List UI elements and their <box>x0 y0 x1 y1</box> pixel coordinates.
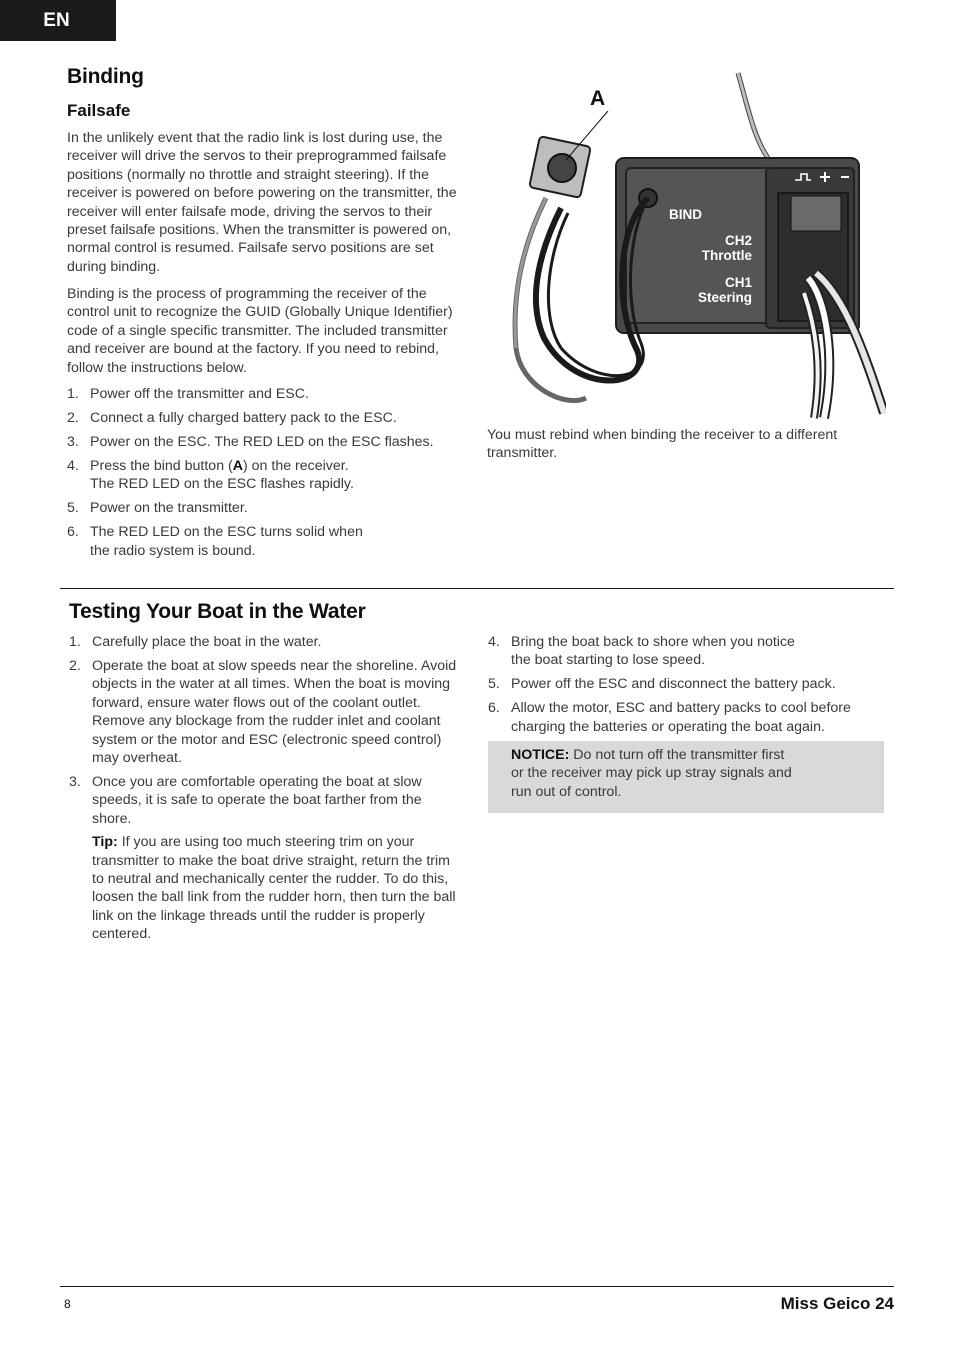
step-number: 4. <box>67 458 79 474</box>
step-number: 2. <box>67 410 79 426</box>
step-number: 1. <box>67 386 79 402</box>
binding-intro-paragraph: Binding is the process of programming the receiver of the control unit to recognize the GUID (Globally Unique Identifier) code of a single specific transmitter. The included transmitter and receiver are bound at the factory. If you need to rebind, follow the instructions below. <box>67 286 453 376</box>
footer-title: Miss Geico 24 <box>780 1294 894 1313</box>
notice-text-line2: or the receiver may pick up stray signals and <box>511 765 792 782</box>
step-text: Allow the motor, ESC and battery packs to cool before charging the batteries or operating the boat again. <box>511 700 851 735</box>
tip-label: Tip: <box>92 834 118 851</box>
receiver-illustration <box>486 68 886 420</box>
language-tab <box>0 0 116 41</box>
step-number: 6. <box>488 700 500 717</box>
step-text: Press the bind button ( <box>90 458 233 474</box>
step-number: 3. <box>69 774 81 791</box>
list-item <box>67 523 467 560</box>
step-text: Bring the boat back to shore when you notice <box>511 634 795 650</box>
section-divider <box>60 588 894 589</box>
list-item <box>67 499 467 517</box>
list-item <box>488 675 888 693</box>
testing-title: Testing Your Boat in the Water <box>69 600 366 623</box>
step-text: Once you are comfortable operating the boat at slow speeds, it is safe to operate the boat farther from the shore. <box>92 774 422 827</box>
bind-label: BIND <box>669 207 702 222</box>
step-number: 5. <box>488 676 500 693</box>
list-item <box>69 773 465 944</box>
ch1-name: Steering <box>697 290 752 305</box>
step-text-line2: The RED LED on the ESC flashes rapidly. <box>90 476 354 493</box>
step-number: 5. <box>67 500 79 517</box>
list-item <box>67 385 467 403</box>
receiver-diagram <box>486 68 886 420</box>
binding-title: Binding <box>67 65 144 88</box>
step-number: 1. <box>69 634 81 650</box>
list-item <box>67 433 467 451</box>
step-number: 4. <box>488 634 500 650</box>
failsafe-title: Failsafe <box>67 101 131 120</box>
step-text: Power off the transmitter and ESC. <box>90 386 309 402</box>
bind-button <box>548 154 576 182</box>
step-text: Connect a fully charged battery pack to the ESC. <box>90 410 397 426</box>
list-item <box>69 633 465 651</box>
step-bold-letter: A <box>232 458 243 474</box>
list-item <box>67 409 467 427</box>
step-text-line2: the boat starting to lose speed. <box>511 652 706 669</box>
notice-box <box>488 741 884 813</box>
list-item <box>488 633 888 670</box>
tip-text: If you are using too much steering trim on your transmitter to make the boat drive straight, return the trim to neutral and mechanically center the rudder. To do this, loosen the ball link from the rudder horn, then turn the ball link on the linkage threads until the rudder is properly centered. <box>92 834 456 943</box>
servo-port-slot <box>791 196 841 231</box>
step-text-line2: the radio system is bound. <box>90 542 256 559</box>
antenna-wire <box>738 73 768 158</box>
testing-steps-list-left <box>69 633 465 949</box>
step-number: 2. <box>69 658 81 674</box>
ch1-label: CH1 <box>724 275 752 290</box>
step-text: ) on the receiver. <box>243 458 349 474</box>
list-item <box>69 657 465 767</box>
tip-paragraph <box>92 833 465 943</box>
list-item <box>488 699 888 736</box>
step-number: 3. <box>67 434 79 450</box>
testing-steps-list-right <box>488 633 888 742</box>
notice-text-line1: Do not turn off the transmitter first <box>573 747 785 763</box>
language-label: EN <box>43 9 70 31</box>
callout-a: A <box>590 87 606 110</box>
step-text: The RED LED on the ESC turns solid when <box>90 524 363 541</box>
list-item <box>67 457 467 494</box>
ch2-label: CH2 <box>724 233 752 248</box>
step-text: Carefully place the boat in the water. <box>92 634 322 650</box>
notice-text-line3: run out of control. <box>511 783 622 800</box>
step-text: Power off the ESC and disconnect the battery pack. <box>511 676 836 693</box>
binding-steps-list <box>67 385 467 566</box>
step-number: 6. <box>67 524 79 541</box>
notice-label: NOTICE: <box>511 747 570 763</box>
step-text: Power on the ESC. The RED LED on the ESC flashes. <box>90 434 434 450</box>
ch2-name: Throttle <box>701 248 752 263</box>
page-number: 8 <box>64 1297 71 1311</box>
step-text: Power on the transmitter. <box>90 500 248 517</box>
figure-caption: You must rebind when binding the receiver to a different transmitter. <box>487 427 838 462</box>
step-text: Operate the boat at slow speeds near the shoreline. Avoid objects in the water at all times. When the boat is moving forward, ensure water flows out of the coolant outlet. Remove any blockage from the rudder inlet and coolant system or the motor and ESC (electronic speed control) may overheat. <box>92 658 457 767</box>
footer-divider <box>60 1286 894 1287</box>
failsafe-paragraph: In the unlikely event that the radio link is lost during use, the receiver will drive the servos to their preprogrammed failsafe positions (normally no throttle and straight steering). If the receiver is powered on before powering on the transmitter, the receiver will enter failsafe mode, driving the servos to their preset failsafe positions. When the transmitter is powered on, normal control is resumed. Failsafe servo positions are set during binding. <box>67 130 457 275</box>
